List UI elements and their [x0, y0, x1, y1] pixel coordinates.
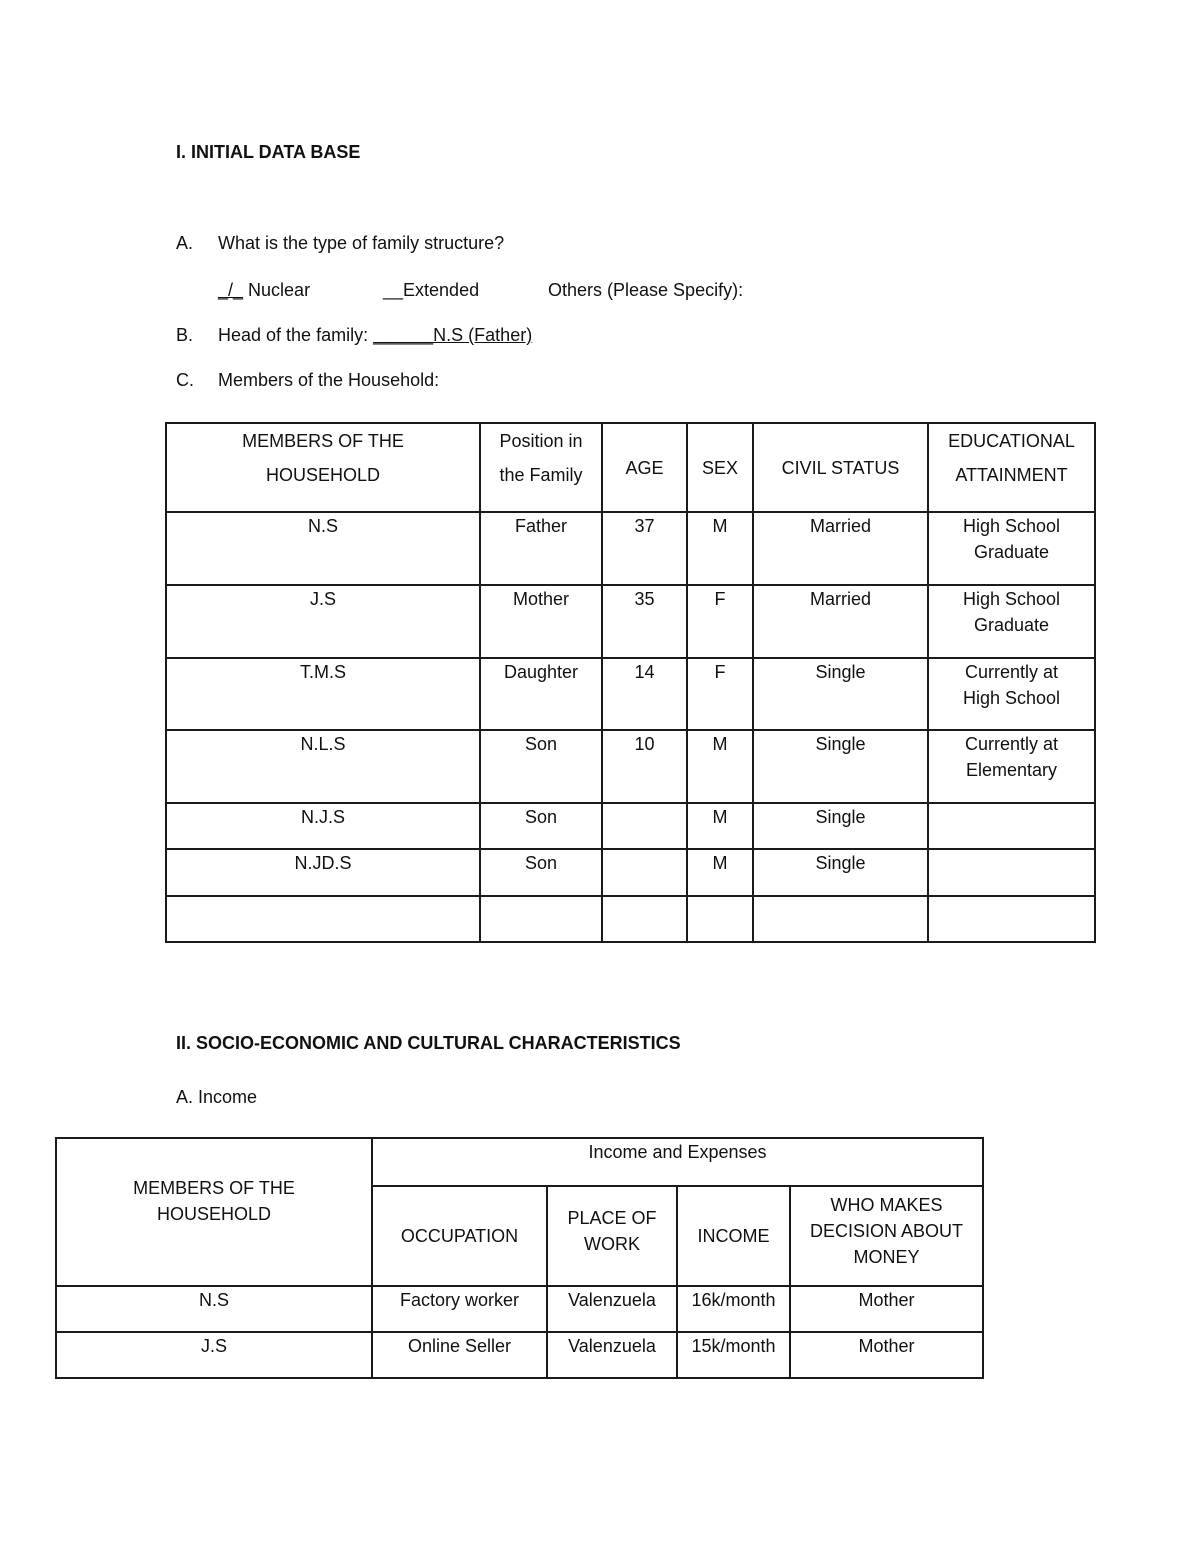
income-table	[55, 1137, 984, 1379]
member-sex: M	[687, 730, 753, 803]
question-a-letter: A.	[176, 233, 194, 253]
income-place: Valenzuela	[547, 1286, 677, 1332]
header-position: Position in the Family	[480, 423, 602, 512]
member-age: 14	[602, 658, 687, 730]
section-2-title: II. SOCIO-ECONOMIC AND CULTURAL CHARACTERISTICS	[176, 1033, 681, 1053]
member-civil-status: Single	[753, 803, 928, 849]
member-education: High School Graduate	[928, 585, 1095, 658]
member-age: 10	[602, 730, 687, 803]
income-header-members: MEMBERS OF THE HOUSEHOLD	[56, 1138, 372, 1286]
head-of-family-label: Head of the family:	[218, 325, 369, 345]
head-of-family-value: N.S (Father)	[433, 325, 533, 345]
member-position: Son	[480, 849, 602, 896]
member-education	[928, 896, 1095, 942]
table-row	[166, 658, 1095, 730]
question-c-text: Members of the Household:	[218, 370, 440, 390]
member-education: High School Graduate	[928, 512, 1095, 585]
header-members: MEMBERS OF THE HOUSEHOLD	[166, 423, 480, 512]
member-position	[480, 896, 602, 942]
table-row	[166, 803, 1095, 849]
header-education: EDUCATIONAL ATTAINMENT	[928, 423, 1095, 512]
option-extended	[383, 280, 479, 301]
members-table	[165, 422, 1096, 943]
member-position: Father	[480, 512, 602, 585]
income-member: J.S	[56, 1332, 372, 1378]
member-civil-status: Single	[753, 658, 928, 730]
member-name	[166, 896, 480, 942]
member-civil-status: Married	[753, 512, 928, 585]
income-subheading: A. Income	[176, 1087, 258, 1107]
table-row	[166, 585, 1095, 658]
member-sex: F	[687, 658, 753, 730]
extended-blank: __	[383, 280, 404, 300]
member-position: Son	[480, 803, 602, 849]
member-civil-status: Single	[753, 730, 928, 803]
income-header-decision: WHO MAKES DECISION ABOUT MONEY	[790, 1186, 983, 1286]
member-age	[602, 849, 687, 896]
member-education	[928, 849, 1095, 896]
table-row	[56, 1332, 983, 1378]
nuclear-checkmark: _/_	[218, 280, 244, 300]
income-header-occupation: OCCUPATION	[372, 1186, 547, 1286]
income-member: N.S	[56, 1286, 372, 1332]
member-sex: M	[687, 849, 753, 896]
option-nuclear	[218, 280, 310, 301]
section-1-title: I. INITIAL DATA BASE	[176, 142, 361, 162]
member-name: N.J.S	[166, 803, 480, 849]
income-occupation: Factory worker	[372, 1286, 547, 1332]
member-education	[928, 803, 1095, 849]
income-header-row-1	[56, 1138, 983, 1186]
income-place: Valenzuela	[547, 1332, 677, 1378]
question-a-text: What is the type of family structure?	[218, 233, 505, 253]
nuclear-label: Nuclear	[243, 280, 311, 300]
income-occupation: Online Seller	[372, 1332, 547, 1378]
member-position: Mother	[480, 585, 602, 658]
member-civil-status: Single	[753, 849, 928, 896]
head-of-family-blank: ______	[373, 325, 434, 345]
table-row	[166, 730, 1095, 803]
table-row	[166, 849, 1095, 896]
member-position: Son	[480, 730, 602, 803]
members-header-row	[166, 423, 1095, 512]
extended-label: Extended	[403, 280, 480, 300]
table-row	[166, 896, 1095, 942]
income-header-place: PLACE OF WORK	[547, 1186, 677, 1286]
member-civil-status: Married	[753, 585, 928, 658]
member-sex: M	[687, 803, 753, 849]
member-name: N.L.S	[166, 730, 480, 803]
member-sex: F	[687, 585, 753, 658]
member-position: Daughter	[480, 658, 602, 730]
member-civil-status	[753, 896, 928, 942]
income-header-group: Income and Expenses	[372, 1138, 983, 1186]
question-b	[218, 325, 532, 346]
question-b-letter: B.	[176, 325, 194, 345]
income-decision-maker: Mother	[790, 1286, 983, 1332]
header-civil-status: CIVIL STATUS	[753, 423, 928, 512]
option-others: Others (Please Specify):	[548, 280, 744, 300]
income-decision-maker: Mother	[790, 1332, 983, 1378]
table-row	[56, 1286, 983, 1332]
member-name: N.S	[166, 512, 480, 585]
income-amount: 16k/month	[677, 1286, 790, 1332]
header-age: AGE	[602, 423, 687, 512]
member-education: Currently at Elementary	[928, 730, 1095, 803]
income-amount: 15k/month	[677, 1332, 790, 1378]
member-sex	[687, 896, 753, 942]
member-sex: M	[687, 512, 753, 585]
member-age	[602, 896, 687, 942]
question-c-letter: C.	[176, 370, 194, 390]
header-sex: SEX	[687, 423, 753, 512]
member-age: 37	[602, 512, 687, 585]
member-age	[602, 803, 687, 849]
member-name: J.S	[166, 585, 480, 658]
member-name: N.JD.S	[166, 849, 480, 896]
table-row	[166, 512, 1095, 585]
member-education: Currently at High School	[928, 658, 1095, 730]
member-name: T.M.S	[166, 658, 480, 730]
income-header-income: INCOME	[677, 1186, 790, 1286]
member-age: 35	[602, 585, 687, 658]
